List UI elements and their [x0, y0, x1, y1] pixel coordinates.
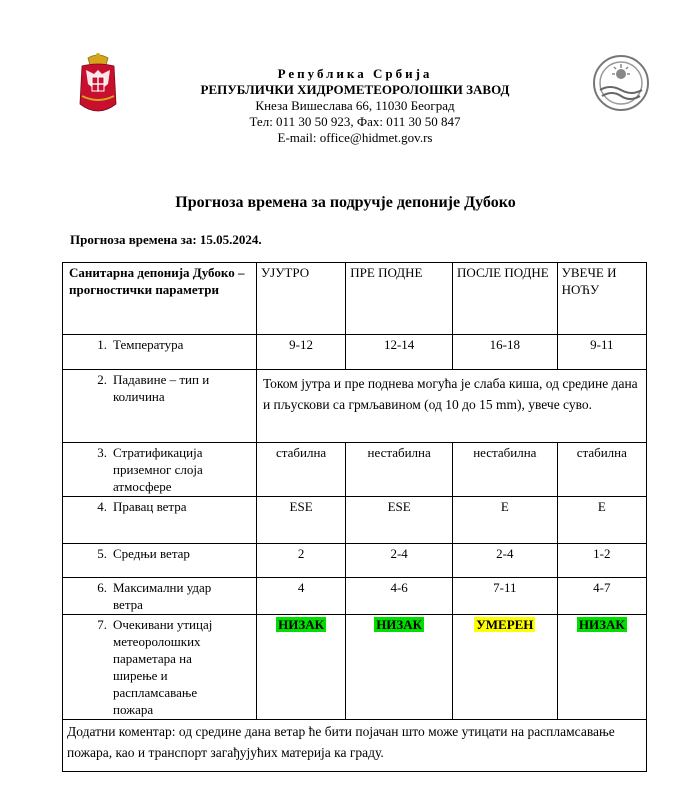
- precipitation-text: Током јутра и пре поднева могућа је слаба киша, од средине дана и пљускови са грмљавином (од 10 до 15 mm), увече суво.: [256, 370, 646, 443]
- institution-header: [170, 66, 540, 146]
- table-cell: 2-4: [346, 544, 453, 578]
- table-cell: 9-12: [256, 335, 345, 370]
- table-cell: 1-2: [557, 544, 646, 578]
- row-number: 5.: [97, 546, 107, 561]
- row-number: 2.: [97, 372, 107, 387]
- coat-of-arms-icon: [76, 52, 120, 118]
- row-label: Средњи ветар: [113, 546, 190, 561]
- row-label: Температура: [113, 337, 184, 352]
- table-row: [63, 615, 647, 720]
- period-header: ПОСЛЕ ПОДНЕ: [453, 263, 558, 335]
- row-number: 3.: [97, 445, 107, 460]
- additional-comment: Додатни коментар: од средине дана ветар ће бити појачан што може утицати на распламсавање пожара, као и транспорт загађујућих материја ка граду.: [63, 720, 647, 772]
- table-cell: стабилна: [256, 443, 345, 497]
- institution-name: РЕПУБЛИЧКИ ХИДРОМЕТЕОРОЛОШКИ ЗАВОД: [200, 82, 510, 97]
- forecast-date: Прогноза времена за: 15.05.2024.: [70, 232, 262, 247]
- table-cell: E: [557, 497, 646, 544]
- table-cell: ESE: [346, 497, 453, 544]
- table-cell: 4-6: [346, 578, 453, 615]
- param-header: Санитарна депонија Дубоко – прогностички параметри: [63, 263, 257, 335]
- table-cell: 2: [256, 544, 345, 578]
- document-title: Прогноза времена за подручје депоније Дубоко: [175, 194, 516, 211]
- row-number: 7.: [97, 617, 107, 632]
- table-row: [63, 443, 647, 497]
- period-header: ПРЕ ПОДНЕ: [346, 263, 453, 335]
- table-header-row: [63, 263, 647, 335]
- impact-badge: НИЗАК: [376, 617, 423, 632]
- forecast-table: [62, 262, 647, 772]
- row-label: Очекивани утицај метеоролошких параметара на ширење и распламсавање пожара: [113, 617, 213, 717]
- table-cell: нестабилна: [453, 443, 558, 497]
- table-cell: 12-14: [346, 335, 453, 370]
- period-header: УВЕЧЕ И НОЋУ: [557, 263, 646, 335]
- table-cell: 9-11: [557, 335, 646, 370]
- table-cell: нестабилна: [346, 443, 453, 497]
- table-cell: ESE: [256, 497, 345, 544]
- row-label: Падавине – тип и количина: [113, 372, 210, 404]
- table-cell: 2-4: [453, 544, 558, 578]
- comment-row: [63, 720, 647, 772]
- impact-badge: НИЗАК: [578, 617, 625, 632]
- impact-badge: НИЗАК: [278, 617, 325, 632]
- table-cell: 7-11: [453, 578, 558, 615]
- row-label: Стратификација приземног слоја атмосфере: [113, 445, 203, 494]
- address: Кнеза Вишеслава 66, 11030 Београд: [255, 98, 455, 113]
- table-cell: 16-18: [453, 335, 558, 370]
- table-cell: 4: [256, 578, 345, 615]
- republic-name: Република Србија: [277, 66, 433, 81]
- table-row: [63, 497, 647, 544]
- row-label: Правац ветра: [113, 499, 187, 514]
- row-number: 6.: [97, 580, 107, 595]
- table-row: [63, 544, 647, 578]
- table-row: [63, 370, 647, 443]
- phone-fax: Тел: 011 30 50 923, Фах: 011 30 50 847: [249, 114, 461, 129]
- row-number: 1.: [97, 337, 107, 352]
- impact-badge: УМЕРЕН: [476, 617, 534, 632]
- table-row: [63, 335, 647, 370]
- row-label: Максимални удар ветра: [113, 580, 212, 612]
- table-row: [63, 578, 647, 615]
- institute-logo-icon: [592, 54, 650, 112]
- table-cell: E: [453, 497, 558, 544]
- table-cell: 4-7: [557, 578, 646, 615]
- period-header: УЈУТРО: [256, 263, 345, 335]
- email: E-mail: office@hidmet.gov.rs: [277, 130, 433, 145]
- table-cell: стабилна: [557, 443, 646, 497]
- row-number: 4.: [97, 499, 107, 514]
